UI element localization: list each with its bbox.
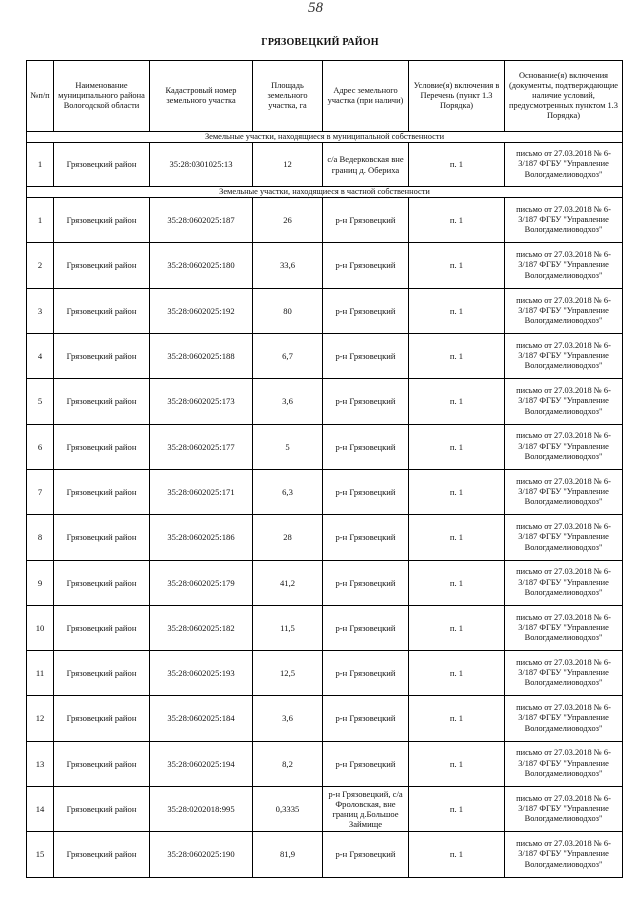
section-header-row bbox=[27, 132, 623, 143]
page-number: 58 bbox=[308, 0, 323, 16]
column-header-cadastral: Кадастровый номер земельного участка bbox=[150, 61, 253, 132]
basis-cell: письмо от 27.03.2018 № 6-3/187 ФГБУ "Управление Вологдамелиоводхоз" bbox=[505, 560, 623, 605]
condition-cell: п. 1 bbox=[409, 832, 505, 877]
condition-cell: п. 1 bbox=[409, 696, 505, 741]
cadastral-number-cell: 35:28:0602025:182 bbox=[150, 605, 253, 650]
row-number: 11 bbox=[27, 651, 54, 696]
district-cell: Грязовецкий район bbox=[54, 560, 150, 605]
area-cell: 26 bbox=[253, 198, 323, 243]
row-number: 2 bbox=[27, 243, 54, 288]
basis-cell: письмо от 27.03.2018 № 6-3/187 ФГБУ "Управление Вологдамелиоводхоз" bbox=[505, 424, 623, 469]
basis-cell: письмо от 27.03.2018 № 6-3/187 ФГБУ "Управление Вологдамелиоводхоз" bbox=[505, 469, 623, 514]
cadastral-number-cell: 35:28:0602025:188 bbox=[150, 334, 253, 379]
cadastral-number-cell: 35:28:0602025:171 bbox=[150, 469, 253, 514]
row-number: 15 bbox=[27, 832, 54, 877]
district-cell: Грязовецкий район bbox=[54, 424, 150, 469]
basis-cell: письмо от 27.03.2018 № 6-3/187 ФГБУ "Управление Вологдамелиоводхоз" bbox=[505, 288, 623, 333]
cadastral-number-cell: 35:28:0602025:186 bbox=[150, 515, 253, 560]
area-cell: 6,7 bbox=[253, 334, 323, 379]
basis-cell: письмо от 27.03.2018 № 6-3/187 ФГБУ "Управление Вологдамелиоводхоз" bbox=[505, 243, 623, 288]
area-cell: 81,9 bbox=[253, 832, 323, 877]
cadastral-number-cell: 35:28:0602025:193 bbox=[150, 651, 253, 696]
district-cell: Грязовецкий район bbox=[54, 469, 150, 514]
area-cell: 12,5 bbox=[253, 651, 323, 696]
table-row bbox=[27, 379, 623, 424]
cadastral-number-cell: 35:28:0602025:180 bbox=[150, 243, 253, 288]
area-cell: 0,3335 bbox=[253, 787, 323, 832]
address-cell: р-н Грязовецкий bbox=[323, 334, 409, 379]
table-row bbox=[27, 288, 623, 333]
column-header-condition: Условие(я) включения в Перечень (пункт 1.3 Порядка) bbox=[409, 61, 505, 132]
district-cell: Грязовецкий район bbox=[54, 143, 150, 187]
basis-cell: письмо от 27.03.2018 № 6-3/187 ФГБУ "Управление Вологдамелиоводхоз" bbox=[505, 143, 623, 187]
condition-cell: п. 1 bbox=[409, 605, 505, 650]
district-cell: Грязовецкий район bbox=[54, 651, 150, 696]
address-cell: с/а Ведерковская вне границ д. Обериха bbox=[323, 143, 409, 187]
condition-cell: п. 1 bbox=[409, 469, 505, 514]
cadastral-number-cell: 35:28:0301025:13 bbox=[150, 143, 253, 187]
address-cell: р-н Грязовецкий bbox=[323, 651, 409, 696]
district-cell: Грязовецкий район bbox=[54, 696, 150, 741]
page-title: ГРЯЗОВЕЦКИЙ РАЙОН bbox=[261, 37, 379, 48]
condition-cell: п. 1 bbox=[409, 334, 505, 379]
row-number: 14 bbox=[27, 787, 54, 832]
condition-cell: п. 1 bbox=[409, 741, 505, 786]
condition-cell: п. 1 bbox=[409, 379, 505, 424]
basis-cell: письмо от 27.03.2018 № 6-3/187 ФГБУ "Управление Вологдамелиоводхоз" bbox=[505, 334, 623, 379]
table-row bbox=[27, 334, 623, 379]
district-cell: Грязовецкий район bbox=[54, 741, 150, 786]
address-cell: р-н Грязовецкий bbox=[323, 696, 409, 741]
row-number: 13 bbox=[27, 741, 54, 786]
address-cell: р-н Грязовецкий bbox=[323, 469, 409, 514]
column-header-number: №п/п bbox=[27, 61, 54, 132]
address-cell: р-н Грязовецкий bbox=[323, 832, 409, 877]
table-row bbox=[27, 651, 623, 696]
condition-cell: п. 1 bbox=[409, 515, 505, 560]
condition-cell: п. 1 bbox=[409, 651, 505, 696]
condition-cell: п. 1 bbox=[409, 143, 505, 187]
table-row bbox=[27, 198, 623, 243]
condition-cell: п. 1 bbox=[409, 560, 505, 605]
column-header-basis: Основание(я) включения (документы, подтверждающие наличие условий, предусмотренных пунктом 1.3 Порядка) bbox=[505, 61, 623, 132]
row-number: 8 bbox=[27, 515, 54, 560]
basis-cell: письмо от 27.03.2018 № 6-3/187 ФГБУ "Управление Вологдамелиоводхоз" bbox=[505, 198, 623, 243]
table-row bbox=[27, 605, 623, 650]
basis-cell: письмо от 27.03.2018 № 6-3/187 ФГБУ "Управление Вологдамелиоводхоз" bbox=[505, 787, 623, 832]
district-cell: Грязовецкий район bbox=[54, 515, 150, 560]
cadastral-number-cell: 35:28:0202018:995 bbox=[150, 787, 253, 832]
address-cell: р-н Грязовецкий bbox=[323, 198, 409, 243]
basis-cell: письмо от 27.03.2018 № 6-3/187 ФГБУ "Управление Вологдамелиоводхоз" bbox=[505, 832, 623, 877]
area-cell: 6,3 bbox=[253, 469, 323, 514]
row-number: 1 bbox=[27, 143, 54, 187]
table-row bbox=[27, 469, 623, 514]
row-number: 5 bbox=[27, 379, 54, 424]
district-cell: Грязовецкий район bbox=[54, 605, 150, 650]
district-cell: Грязовецкий район bbox=[54, 334, 150, 379]
table-row bbox=[27, 741, 623, 786]
basis-cell: письмо от 27.03.2018 № 6-3/187 ФГБУ "Управление Вологдамелиоводхоз" bbox=[505, 741, 623, 786]
area-cell: 5 bbox=[253, 424, 323, 469]
district-cell: Грязовецкий район bbox=[54, 288, 150, 333]
row-number: 4 bbox=[27, 334, 54, 379]
cadastral-number-cell: 35:28:0602025:177 bbox=[150, 424, 253, 469]
land-plots-table bbox=[26, 60, 623, 878]
row-number: 10 bbox=[27, 605, 54, 650]
address-cell: р-н Грязовецкий bbox=[323, 424, 409, 469]
row-number: 3 bbox=[27, 288, 54, 333]
section-header-row bbox=[27, 187, 623, 198]
cadastral-number-cell: 35:28:0602025:190 bbox=[150, 832, 253, 877]
basis-cell: письмо от 27.03.2018 № 6-3/187 ФГБУ "Управление Вологдамелиоводхоз" bbox=[505, 515, 623, 560]
column-header-district: Наименование муниципального района Вологодской области bbox=[54, 61, 150, 132]
address-cell: р-н Грязовецкий bbox=[323, 288, 409, 333]
table-row bbox=[27, 515, 623, 560]
area-cell: 3,6 bbox=[253, 379, 323, 424]
table-row bbox=[27, 787, 623, 832]
address-cell: р-н Грязовецкий bbox=[323, 605, 409, 650]
cadastral-number-cell: 35:28:0602025:192 bbox=[150, 288, 253, 333]
area-cell: 33,6 bbox=[253, 243, 323, 288]
condition-cell: п. 1 bbox=[409, 198, 505, 243]
district-cell: Грязовецкий район bbox=[54, 379, 150, 424]
basis-cell: письмо от 27.03.2018 № 6-3/187 ФГБУ "Управление Вологдамелиоводхоз" bbox=[505, 379, 623, 424]
area-cell: 8,2 bbox=[253, 741, 323, 786]
district-cell: Грязовецкий район bbox=[54, 198, 150, 243]
basis-cell: письмо от 27.03.2018 № 6-3/187 ФГБУ "Управление Вологдамелиоводхоз" bbox=[505, 651, 623, 696]
cadastral-number-cell: 35:28:0602025:173 bbox=[150, 379, 253, 424]
table-row bbox=[27, 424, 623, 469]
cadastral-number-cell: 35:28:0602025:187 bbox=[150, 198, 253, 243]
area-cell: 80 bbox=[253, 288, 323, 333]
table-row bbox=[27, 560, 623, 605]
column-header-address: Адрес земельного участка (при наличи) bbox=[323, 61, 409, 132]
area-cell: 11,5 bbox=[253, 605, 323, 650]
address-cell: р-н Грязовецкий, с/а Фроловская, вне границ д.Большое Займище bbox=[323, 787, 409, 832]
row-number: 12 bbox=[27, 696, 54, 741]
basis-cell: письмо от 27.03.2018 № 6-3/187 ФГБУ "Управление Вологдамелиоводхоз" bbox=[505, 605, 623, 650]
table-row bbox=[27, 243, 623, 288]
table-row bbox=[27, 143, 623, 187]
row-number: 9 bbox=[27, 560, 54, 605]
row-number: 7 bbox=[27, 469, 54, 514]
address-cell: р-н Грязовецкий bbox=[323, 243, 409, 288]
table-row bbox=[27, 696, 623, 741]
table-header-row bbox=[27, 61, 623, 132]
area-cell: 41,2 bbox=[253, 560, 323, 605]
condition-cell: п. 1 bbox=[409, 787, 505, 832]
area-cell: 3,6 bbox=[253, 696, 323, 741]
condition-cell: п. 1 bbox=[409, 288, 505, 333]
row-number: 6 bbox=[27, 424, 54, 469]
condition-cell: п. 1 bbox=[409, 424, 505, 469]
condition-cell: п. 1 bbox=[409, 243, 505, 288]
district-cell: Грязовецкий район bbox=[54, 832, 150, 877]
area-cell: 28 bbox=[253, 515, 323, 560]
address-cell: р-н Грязовецкий bbox=[323, 741, 409, 786]
row-number: 1 bbox=[27, 198, 54, 243]
section-title: Земельные участки, находящиеся в частной собственности bbox=[27, 187, 623, 198]
address-cell: р-н Грязовецкий bbox=[323, 379, 409, 424]
cadastral-number-cell: 35:28:0602025:184 bbox=[150, 696, 253, 741]
cadastral-number-cell: 35:28:0602025:194 bbox=[150, 741, 253, 786]
cadastral-number-cell: 35:28:0602025:179 bbox=[150, 560, 253, 605]
table-row bbox=[27, 832, 623, 877]
section-title: Земельные участки, находящиеся в муниципальной собственности bbox=[27, 132, 623, 143]
basis-cell: письмо от 27.03.2018 № 6-3/187 ФГБУ "Управление Вологдамелиоводхоз" bbox=[505, 696, 623, 741]
district-cell: Грязовецкий район bbox=[54, 787, 150, 832]
area-cell: 12 bbox=[253, 143, 323, 187]
district-cell: Грязовецкий район bbox=[54, 243, 150, 288]
table-body bbox=[27, 132, 623, 878]
column-header-area: Площадь земельного участка, га bbox=[253, 61, 323, 132]
address-cell: р-н Грязовецкий bbox=[323, 515, 409, 560]
address-cell: р-н Грязовецкий bbox=[323, 560, 409, 605]
